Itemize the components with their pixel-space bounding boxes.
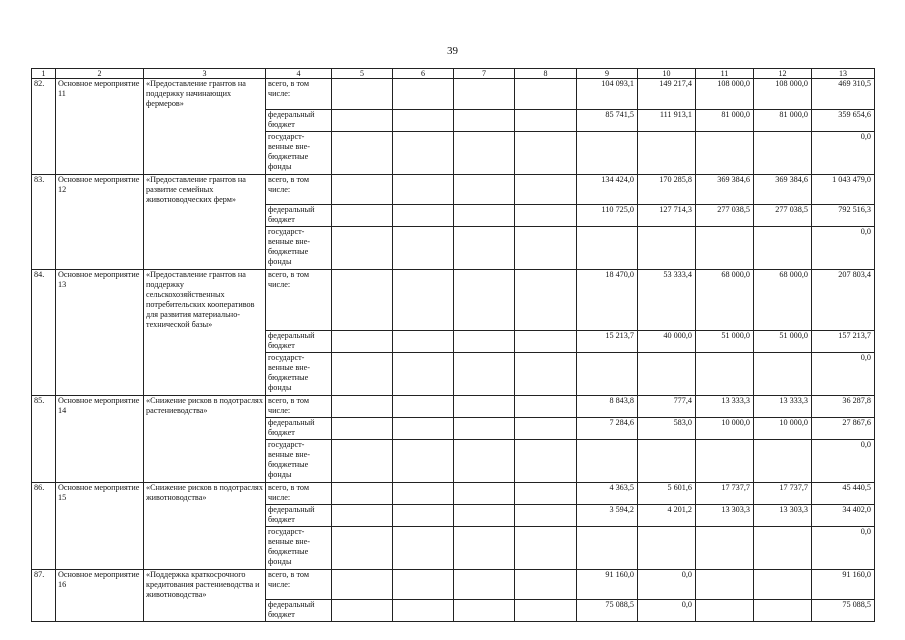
- activity-cell: [56, 330, 144, 352]
- empty-cell: [515, 227, 577, 270]
- value-cell: 0,0: [812, 352, 875, 395]
- value-cell: 0,0: [812, 131, 875, 174]
- funding-source: всего, в том числе:: [266, 270, 332, 331]
- activity-name: [144, 109, 266, 131]
- empty-cell: [393, 109, 454, 131]
- value-cell: 111 913,1: [638, 109, 696, 131]
- funding-source: федеральный бюджет: [266, 109, 332, 131]
- value-cell: 792 516,3: [812, 205, 875, 227]
- activity-name: [144, 439, 266, 482]
- empty-cell: [454, 417, 515, 439]
- empty-cell: [515, 131, 577, 174]
- value-cell: [577, 439, 638, 482]
- value-cell: 40 000,0: [638, 330, 696, 352]
- empty-cell: [515, 330, 577, 352]
- table-row: [32, 482, 875, 504]
- value-cell: [754, 600, 812, 622]
- empty-cell: [332, 482, 393, 504]
- empty-cell: [393, 227, 454, 270]
- value-cell: 170 285,8: [638, 174, 696, 205]
- empty-cell: [515, 439, 577, 482]
- value-cell: 13 333,3: [754, 395, 812, 417]
- activity-name: «Снижение рисков в подотраслях растениеводства»: [144, 395, 266, 417]
- row-number: [32, 504, 56, 526]
- activity-cell: [56, 504, 144, 526]
- funding-source: всего, в том числе:: [266, 395, 332, 417]
- row-number: 84.: [32, 270, 56, 331]
- row-number: [32, 109, 56, 131]
- empty-cell: [393, 79, 454, 110]
- empty-cell: [515, 600, 577, 622]
- value-cell: 0,0: [812, 439, 875, 482]
- value-cell: [696, 569, 754, 600]
- value-cell: 207 803,4: [812, 270, 875, 331]
- empty-cell: [454, 526, 515, 569]
- empty-cell: [454, 395, 515, 417]
- empty-cell: [332, 600, 393, 622]
- activity-cell: Основное мероприятие 14: [56, 395, 144, 417]
- value-cell: 3 594,2: [577, 504, 638, 526]
- value-cell: 51 000,0: [754, 330, 812, 352]
- empty-cell: [332, 526, 393, 569]
- empty-cell: [515, 205, 577, 227]
- activity-cell: Основное мероприятие 13: [56, 270, 144, 331]
- empty-cell: [393, 439, 454, 482]
- row-number: [32, 227, 56, 270]
- value-cell: 5 601,6: [638, 482, 696, 504]
- value-cell: 104 093,1: [577, 79, 638, 110]
- value-cell: 85 741,5: [577, 109, 638, 131]
- empty-cell: [515, 504, 577, 526]
- table-row: [32, 109, 875, 131]
- value-cell: 18 470,0: [577, 270, 638, 331]
- funding-source: федеральный бюджет: [266, 330, 332, 352]
- header-cell: 13: [812, 69, 875, 79]
- empty-cell: [332, 227, 393, 270]
- value-cell: 157 213,7: [812, 330, 875, 352]
- value-cell: 8 843,8: [577, 395, 638, 417]
- value-cell: 34 402,0: [812, 504, 875, 526]
- empty-cell: [332, 395, 393, 417]
- value-cell: 777,4: [638, 395, 696, 417]
- activity-name: [144, 330, 266, 352]
- value-cell: 277 038,5: [754, 205, 812, 227]
- value-cell: 0,0: [812, 227, 875, 270]
- activity-name: «Снижение рисков в подотраслях животноводства»: [144, 482, 266, 504]
- empty-cell: [332, 131, 393, 174]
- header-cell: 1: [32, 69, 56, 79]
- value-cell: 13 303,3: [696, 504, 754, 526]
- value-cell: [754, 227, 812, 270]
- funding-source: федеральный бюджет: [266, 417, 332, 439]
- value-cell: 369 384,6: [696, 174, 754, 205]
- table-row: [32, 174, 875, 205]
- value-cell: 17 737,7: [696, 482, 754, 504]
- funding-source: всего, в том числе:: [266, 569, 332, 600]
- empty-cell: [515, 526, 577, 569]
- header-cell: 2: [56, 69, 144, 79]
- empty-cell: [454, 270, 515, 331]
- value-cell: [696, 352, 754, 395]
- header-cell: 11: [696, 69, 754, 79]
- empty-cell: [454, 227, 515, 270]
- value-cell: [696, 526, 754, 569]
- table-row: [32, 205, 875, 227]
- header-cell: 4: [266, 69, 332, 79]
- funding-source: государст-венные вне-бюджетные фонды: [266, 526, 332, 569]
- value-cell: [577, 227, 638, 270]
- value-cell: 13 303,3: [754, 504, 812, 526]
- empty-cell: [515, 482, 577, 504]
- funding-source: государст-венные вне-бюджетные фонды: [266, 439, 332, 482]
- header-cell: 6: [393, 69, 454, 79]
- activity-cell: Основное мероприятие 16: [56, 569, 144, 600]
- value-cell: 1 043 479,0: [812, 174, 875, 205]
- activity-name: [144, 417, 266, 439]
- value-cell: 149 217,4: [638, 79, 696, 110]
- empty-cell: [515, 569, 577, 600]
- row-number: [32, 439, 56, 482]
- value-cell: [638, 439, 696, 482]
- empty-cell: [454, 352, 515, 395]
- row-number: 86.: [32, 482, 56, 504]
- activity-cell: Основное мероприятие 12: [56, 174, 144, 205]
- activity-cell: [56, 352, 144, 395]
- empty-cell: [393, 330, 454, 352]
- table-row: [32, 569, 875, 600]
- empty-cell: [332, 504, 393, 526]
- value-cell: 359 654,6: [812, 109, 875, 131]
- value-cell: 91 160,0: [812, 569, 875, 600]
- value-cell: 108 000,0: [696, 79, 754, 110]
- value-cell: 0,0: [638, 569, 696, 600]
- value-cell: [638, 227, 696, 270]
- empty-cell: [454, 174, 515, 205]
- table-row: [32, 439, 875, 482]
- budget-table: [31, 68, 875, 622]
- activity-name: «Предоставление грантов на поддержку начинающих фермеров»: [144, 79, 266, 110]
- empty-cell: [515, 270, 577, 331]
- funding-source: государст-венные вне-бюджетные фонды: [266, 227, 332, 270]
- value-cell: 10 000,0: [696, 417, 754, 439]
- value-cell: 45 440,5: [812, 482, 875, 504]
- activity-name: «Поддержка краткосрочного кредитования растениеводства и животноводства»: [144, 569, 266, 600]
- empty-cell: [332, 569, 393, 600]
- activity-cell: [56, 526, 144, 569]
- empty-cell: [332, 439, 393, 482]
- empty-cell: [332, 109, 393, 131]
- activity-cell: [56, 439, 144, 482]
- value-cell: 4 363,5: [577, 482, 638, 504]
- value-cell: [577, 352, 638, 395]
- empty-cell: [393, 131, 454, 174]
- header-cell: 12: [754, 69, 812, 79]
- empty-cell: [332, 205, 393, 227]
- empty-cell: [393, 417, 454, 439]
- row-number: 83.: [32, 174, 56, 205]
- value-cell: 53 333,4: [638, 270, 696, 331]
- row-number: [32, 417, 56, 439]
- value-cell: 7 284,6: [577, 417, 638, 439]
- activity-name: [144, 352, 266, 395]
- row-number: [32, 526, 56, 569]
- row-number: [32, 131, 56, 174]
- activity-name: «Предоставление грантов на поддержку сельскохозяйственных потребительских кооперативов для развития материально-технической базы»: [144, 270, 266, 331]
- funding-source: федеральный бюджет: [266, 205, 332, 227]
- value-cell: [754, 569, 812, 600]
- value-cell: [754, 526, 812, 569]
- value-cell: [577, 526, 638, 569]
- empty-cell: [393, 526, 454, 569]
- activity-cell: [56, 417, 144, 439]
- activity-cell: [56, 109, 144, 131]
- value-cell: [696, 439, 754, 482]
- value-cell: 0,0: [812, 526, 875, 569]
- table-row: [32, 227, 875, 270]
- table-row: [32, 352, 875, 395]
- header-cell: 10: [638, 69, 696, 79]
- empty-cell: [393, 600, 454, 622]
- row-number: 85.: [32, 395, 56, 417]
- table-row: [32, 330, 875, 352]
- empty-cell: [454, 330, 515, 352]
- empty-cell: [515, 174, 577, 205]
- table-row: [32, 504, 875, 526]
- value-cell: 68 000,0: [754, 270, 812, 331]
- table-row: [32, 600, 875, 622]
- funding-source: всего, в том числе:: [266, 174, 332, 205]
- value-cell: 91 160,0: [577, 569, 638, 600]
- value-cell: 68 000,0: [696, 270, 754, 331]
- activity-cell: [56, 131, 144, 174]
- empty-cell: [454, 109, 515, 131]
- value-cell: [754, 131, 812, 174]
- value-cell: 0,0: [638, 600, 696, 622]
- row-number: [32, 205, 56, 227]
- activity-cell: [56, 600, 144, 622]
- value-cell: [577, 131, 638, 174]
- header-cell: 9: [577, 69, 638, 79]
- activity-name: [144, 131, 266, 174]
- activity-name: [144, 504, 266, 526]
- activity-name: [144, 205, 266, 227]
- value-cell: [696, 131, 754, 174]
- empty-cell: [454, 131, 515, 174]
- empty-cell: [332, 174, 393, 205]
- value-cell: 17 737,7: [754, 482, 812, 504]
- value-cell: 13 333,3: [696, 395, 754, 417]
- empty-cell: [515, 79, 577, 110]
- value-cell: [696, 600, 754, 622]
- empty-cell: [454, 504, 515, 526]
- value-cell: 369 384,6: [754, 174, 812, 205]
- header-cell: 7: [454, 69, 515, 79]
- value-cell: 127 714,3: [638, 205, 696, 227]
- value-cell: 15 213,7: [577, 330, 638, 352]
- value-cell: 51 000,0: [696, 330, 754, 352]
- value-cell: 4 201,2: [638, 504, 696, 526]
- value-cell: [638, 131, 696, 174]
- header-cell: 8: [515, 69, 577, 79]
- activity-cell: Основное мероприятие 11: [56, 79, 144, 110]
- empty-cell: [332, 417, 393, 439]
- empty-cell: [454, 439, 515, 482]
- empty-cell: [393, 482, 454, 504]
- table-row: [32, 79, 875, 110]
- value-cell: 108 000,0: [754, 79, 812, 110]
- empty-cell: [332, 270, 393, 331]
- activity-name: [144, 600, 266, 622]
- value-cell: [696, 227, 754, 270]
- activity-cell: [56, 227, 144, 270]
- empty-cell: [454, 600, 515, 622]
- value-cell: [638, 352, 696, 395]
- header-row: [32, 69, 875, 79]
- table-row: [32, 417, 875, 439]
- row-number: [32, 352, 56, 395]
- header-cell: 3: [144, 69, 266, 79]
- activity-name: «Предоставление грантов на развитие семейных животноводческих ферм»: [144, 174, 266, 205]
- value-cell: 75 088,5: [812, 600, 875, 622]
- activity-cell: [56, 205, 144, 227]
- row-number: 87.: [32, 569, 56, 600]
- value-cell: [754, 439, 812, 482]
- funding-source: всего, в том числе:: [266, 79, 332, 110]
- funding-source: федеральный бюджет: [266, 504, 332, 526]
- value-cell: 10 000,0: [754, 417, 812, 439]
- empty-cell: [515, 109, 577, 131]
- value-cell: 81 000,0: [696, 109, 754, 131]
- value-cell: 134 424,0: [577, 174, 638, 205]
- row-number: [32, 330, 56, 352]
- empty-cell: [393, 270, 454, 331]
- empty-cell: [332, 79, 393, 110]
- value-cell: [754, 352, 812, 395]
- funding-source: государст-венные вне-бюджетные фонды: [266, 131, 332, 174]
- activity-name: [144, 227, 266, 270]
- table-row: [32, 270, 875, 331]
- table-row: [32, 526, 875, 569]
- value-cell: 277 038,5: [696, 205, 754, 227]
- value-cell: 81 000,0: [754, 109, 812, 131]
- empty-cell: [454, 482, 515, 504]
- value-cell: 75 088,5: [577, 600, 638, 622]
- header-cell: 5: [332, 69, 393, 79]
- empty-cell: [332, 352, 393, 395]
- funding-source: государст-венные вне-бюджетные фонды: [266, 352, 332, 395]
- empty-cell: [515, 417, 577, 439]
- empty-cell: [454, 79, 515, 110]
- empty-cell: [393, 569, 454, 600]
- value-cell: 469 310,5: [812, 79, 875, 110]
- empty-cell: [393, 205, 454, 227]
- empty-cell: [515, 352, 577, 395]
- value-cell: 110 725,0: [577, 205, 638, 227]
- table-row: [32, 131, 875, 174]
- table-row: [32, 395, 875, 417]
- empty-cell: [393, 174, 454, 205]
- empty-cell: [454, 205, 515, 227]
- empty-cell: [332, 330, 393, 352]
- empty-cell: [393, 504, 454, 526]
- empty-cell: [393, 395, 454, 417]
- empty-cell: [454, 569, 515, 600]
- row-number: [32, 600, 56, 622]
- value-cell: 27 867,6: [812, 417, 875, 439]
- activity-name: [144, 526, 266, 569]
- funding-source: всего, в том числе:: [266, 482, 332, 504]
- page-number: 39: [447, 45, 458, 57]
- value-cell: 583,0: [638, 417, 696, 439]
- activity-cell: Основное мероприятие 15: [56, 482, 144, 504]
- value-cell: 36 287,8: [812, 395, 875, 417]
- funding-source: федеральный бюджет: [266, 600, 332, 622]
- value-cell: [638, 526, 696, 569]
- empty-cell: [393, 352, 454, 395]
- empty-cell: [515, 395, 577, 417]
- row-number: 82.: [32, 79, 56, 110]
